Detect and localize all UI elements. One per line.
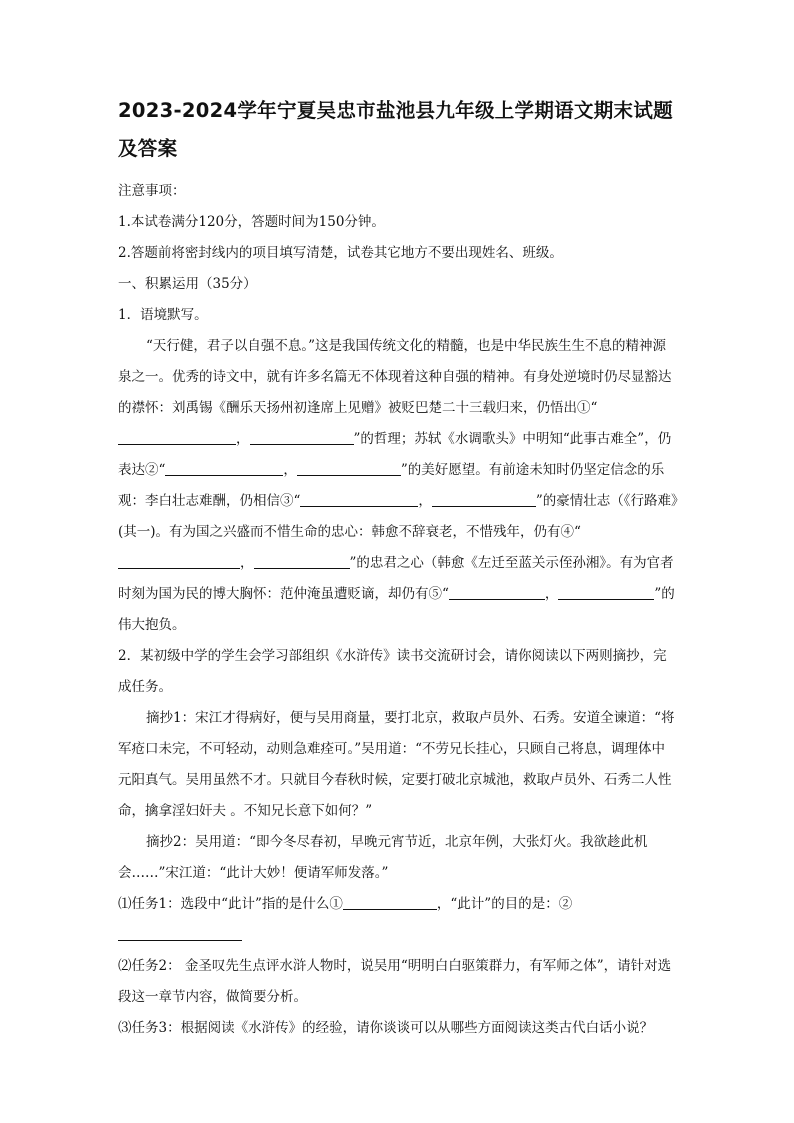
question-1-passage: “天行健，君子以自强不息。”这是我国传统文化的精髓，也是中华民族生生不息的精神源泉之一。优秀的诗文中，就有许多名篇无不体现着这种自强的精神。有身处逆境时仍尽显豁达的襟怀：刘禹锡《酬乐天扬州初逢席上见赠》被贬巴楚二十三载归来，仍悟出①“， ”的哲理；苏轼《水调歌头》中明知“此事古难全”，仍表达②“ ， ”的美好愿望。有前途未知时仍坚定信念的乐观：李白壮志难酬，仍相信③“ ， ”的豪情壮志（《行路难》(其一)。有为国之兴盛而不惜生命的忠心：韩愈不辞衰老，不惜残年，仍有④“， ”的忠君之心（韩愈《左迁至蓝关示侄孙湘》。有为官者时刻为国为民的博大胸怀：范仲淹虽遭贬谪，却仍有⑤“ ， ”的伟大抱负。 — [118, 338, 678, 633]
task-1-blank-2[interactable] — [118, 924, 242, 941]
answer-blank-3b[interactable] — [432, 490, 536, 507]
answer-blank-1b[interactable] — [250, 428, 354, 445]
answer-blank-3a[interactable] — [300, 490, 418, 507]
excerpt-2: 摘抄2：吴用道：“即今冬尽春初，早晚元宵节近，北京年例，大张灯火。我欲趁此机会……”宋江道：“此计大妙！便请军师发落。” — [118, 834, 648, 881]
answer-blank-4a[interactable] — [118, 552, 240, 569]
page-title: 2023-2024学年宁夏吴忠市盐池县九年级上学期语文期末试题及答案 — [118, 99, 673, 160]
question-1-title: 1．语境默写。 — [118, 307, 208, 323]
answer-blank-4b[interactable] — [254, 552, 350, 569]
notice-item-2: 2.答题前将密封线内的项目填写清楚，试卷其它地方不要出现姓名、班级。 — [118, 245, 563, 261]
task-3: ⑶任务3：根据阅读《水浒传》的经验，请你谈谈可以从哪些方面阅读这类古代白话小说？ — [118, 1020, 654, 1036]
notice-heading: 注意事项： — [118, 183, 186, 199]
section-heading: 一、积累运用（35分） — [118, 276, 257, 292]
answer-blank-5b[interactable] — [558, 583, 654, 600]
task-1-blank-1[interactable] — [343, 893, 437, 910]
task-1: ⑴任务1：选段中“此计”指的是什么① ，“此计”的目的是：② — [118, 889, 678, 951]
notice-item-1: 1.本试卷满分120分，答题时间为150分钟。 — [118, 214, 385, 230]
task-2: ⑵任务2： 金圣叹先生点评水浒人物时，说吴用“明明白白驱策群力，有军师之体”，请针对选段这一章节内容，做简要分析。 — [118, 958, 672, 1005]
answer-blank-2b[interactable] — [297, 459, 401, 476]
answer-blank-2a[interactable] — [165, 459, 283, 476]
document-page — [118, 92, 678, 1044]
answer-blank-5a[interactable] — [449, 583, 545, 600]
excerpt-1: 摘抄1：宋江才得病好，便与吴用商量，要打北京，救取卢员外、石秀。安道全谏道：“将军疮口未完，不可轻动，动则急难痊可。”吴用道：“不劳兄长挂心，只顾自己将息，调理体中元阳真气。吴用虽然不才。只就目今春秋时候，定要打破北京城池，救取卢员外、石秀二人性命，擒拿淫妇奸夫 。不知兄长意下如何？” — [118, 710, 675, 819]
answer-blank-1a[interactable] — [118, 428, 236, 445]
question-2-intro: 2．某初级中学的学生会学习部组织《水浒传》读书交流研讨会，请你阅读以下两则摘抄，完成任务。 — [118, 648, 667, 695]
